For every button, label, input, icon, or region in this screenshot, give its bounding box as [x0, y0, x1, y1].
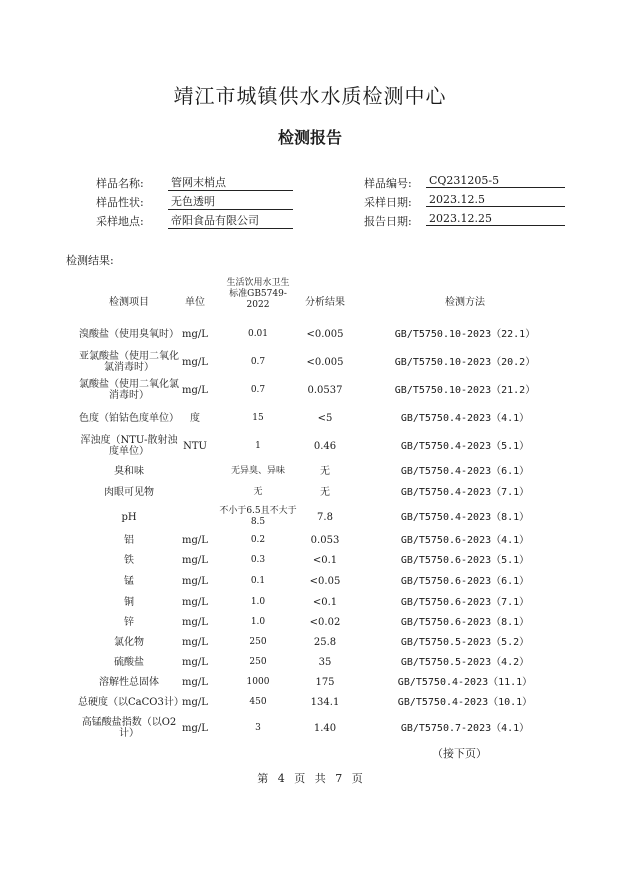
row-standard: 1.0 [250, 596, 266, 607]
header-unit: 单位 [185, 297, 205, 308]
row-standard: 0.01 [247, 328, 269, 339]
header-method: 检测方法 [445, 297, 485, 308]
row-unit: mg/L [182, 636, 208, 648]
table-row [0, 378, 620, 402]
row-method: GB/T5750.4-2023（4.1） [400, 412, 530, 424]
row-result: 0.46 [313, 440, 337, 452]
report-date-value: 2023.12.25 [426, 212, 565, 226]
row-standard: 无 [253, 486, 263, 497]
table-row [0, 322, 620, 346]
row-item: 锰 [124, 575, 134, 587]
header-standard: 生活饮用水卫生标准GB5749-2022 [226, 278, 290, 310]
table-row [0, 614, 620, 630]
row-result: <0.1 [312, 554, 338, 566]
sample-code-field [364, 174, 500, 191]
table-row [0, 634, 620, 650]
row-item: 溴酸盐（使用臭氧时） [79, 328, 179, 340]
sampling-date-value: 2023.12.5 [426, 193, 565, 207]
row-item: 铁 [124, 554, 134, 566]
row-method: GB/T5750.5-2023（5.2） [400, 636, 530, 648]
table-row [0, 716, 620, 740]
row-standard: 250 [249, 656, 267, 667]
table-row [0, 573, 620, 589]
row-standard: 0.3 [250, 554, 266, 565]
row-method: GB/T5750.4-2023（6.1） [400, 465, 530, 477]
row-result: <0.1 [312, 596, 338, 608]
row-method: GB/T5750.6-2023（4.1） [400, 534, 530, 546]
sample-name-field [96, 175, 226, 191]
row-result: 无 [320, 486, 330, 498]
row-unit: mg/L [182, 722, 208, 734]
header-result: 分析结果 [305, 297, 345, 308]
row-standard: 450 [249, 696, 267, 707]
row-result: 35 [318, 656, 332, 668]
row-unit: mg/L [182, 554, 208, 566]
row-unit [175, 484, 215, 500]
table-row [0, 674, 620, 690]
row-result: 1.40 [313, 722, 337, 734]
row-method: GB/T5750.6-2023（6.1） [400, 575, 530, 587]
row-method: GB/T5750.4-2023（11.1） [397, 676, 533, 688]
sample-code-label: 样品编号: [364, 177, 412, 190]
table-row [0, 506, 620, 528]
row-item: 亚氯酸盐（使用二氧化氯消毒时） [79, 351, 179, 373]
row-item: 氯酸盐（使用二氧化氯消毒时） [79, 379, 179, 401]
row-item: 溶解性总固体 [99, 676, 159, 688]
row-method: GB/T5750.10-2023（21.2） [394, 384, 536, 396]
row-method: GB/T5750.4-2023（8.1） [400, 511, 530, 523]
sample-location-label: 采样地点: [96, 215, 144, 228]
table-row [0, 594, 620, 610]
row-method: GB/T5750.6-2023（7.1） [400, 596, 530, 608]
row-unit: mg/L [182, 328, 208, 340]
row-standard: 1.0 [250, 616, 266, 627]
row-result: 7.8 [317, 511, 333, 523]
sampling-date-field [364, 193, 485, 210]
row-item: 浑浊度（NTU-散射浊度单位） [80, 435, 178, 457]
row-result: 0.0537 [307, 384, 343, 396]
report-date-field [364, 212, 492, 229]
page-footer: 第 4 页 共 7 页 [257, 772, 363, 785]
row-item: 锌 [124, 616, 134, 628]
table-row [0, 484, 620, 500]
table-row [0, 552, 620, 568]
row-unit: mg/L [182, 356, 208, 368]
row-item: 总硬度（以CaCO3计） [78, 696, 184, 708]
row-method: GB/T5750.10-2023（20.2） [394, 356, 536, 368]
row-unit [175, 506, 215, 528]
row-unit: mg/L [182, 575, 208, 587]
sample-location-field [96, 213, 259, 229]
row-standard: 不小于6.5且不大于8.5 [219, 506, 297, 527]
row-result: 25.8 [313, 636, 337, 648]
row-item: 硫酸盐 [114, 656, 144, 668]
sampling-date-label: 采样日期: [364, 196, 412, 209]
row-result: <5 [317, 412, 333, 424]
row-standard: 250 [249, 636, 267, 647]
row-item: 色度（铂钴色度单位） [79, 412, 179, 424]
row-result: <0.05 [309, 575, 341, 587]
sample-property-field [96, 194, 215, 210]
row-standard: 0.7 [250, 356, 266, 367]
row-item: 臭和味 [114, 465, 144, 477]
row-unit: mg/L [182, 696, 208, 708]
row-item: 铜 [124, 596, 134, 608]
row-result: <0.005 [306, 356, 344, 368]
table-row [0, 654, 620, 670]
row-method: GB/T5750.4-2023（5.1） [400, 440, 530, 452]
row-result: 175 [315, 676, 335, 688]
row-standard: 1 [255, 440, 261, 451]
row-method: GB/T5750.6-2023（5.1） [400, 554, 530, 566]
table-row [0, 694, 620, 710]
row-result: <0.005 [306, 328, 344, 340]
table-row [0, 532, 620, 548]
row-item: pH [121, 511, 137, 523]
row-item: 氯化物 [114, 636, 144, 648]
row-unit: mg/L [182, 384, 208, 396]
row-unit: NTU [183, 440, 207, 452]
row-item: 铝 [124, 534, 134, 546]
table-row [0, 463, 620, 479]
sample-code-value: CQ231205-5 [426, 174, 565, 188]
row-unit: 度 [190, 412, 200, 424]
row-unit: mg/L [182, 534, 208, 546]
row-standard: 0.7 [250, 384, 266, 395]
sample-property-label: 样品性状: [96, 196, 144, 209]
row-result: 134.1 [310, 696, 340, 708]
row-unit [175, 463, 215, 479]
row-standard: 0.2 [250, 534, 266, 545]
row-method: GB/T5750.7-2023（4.1） [400, 722, 530, 734]
row-method: GB/T5750.5-2023（4.2） [400, 656, 530, 668]
row-standard: 无异臭、异味 [230, 465, 285, 476]
row-standard: 15 [252, 412, 264, 423]
row-method: GB/T5750.4-2023（10.1） [397, 696, 533, 708]
table-row [0, 350, 620, 374]
row-method: GB/T5750.10-2023（22.1） [394, 328, 536, 340]
header-item: 检测项目 [109, 297, 149, 308]
row-method: GB/T5750.4-2023（7.1） [400, 486, 530, 498]
page-title: 靖江市城镇供水水质检测中心 [173, 84, 447, 108]
continued-note: （接下页） [432, 747, 487, 760]
results-label: 检测结果: [66, 254, 114, 267]
row-standard: 3 [255, 722, 261, 733]
row-item: 肉眼可见物 [104, 486, 154, 498]
row-unit: mg/L [182, 596, 208, 608]
sample-property-value: 无色透明 [168, 193, 293, 210]
row-item: 高锰酸盐指数（以O2计） [81, 717, 177, 739]
row-unit: mg/L [182, 676, 208, 688]
row-method: GB/T5750.6-2023（8.1） [400, 616, 530, 628]
table-row [0, 406, 620, 430]
row-standard: 0.1 [250, 575, 266, 586]
row-standard: 1000 [246, 676, 270, 687]
row-unit: mg/L [182, 656, 208, 668]
sample-name-value: 管网末梢点 [168, 174, 293, 191]
row-result: 0.053 [310, 534, 340, 546]
row-unit: mg/L [182, 616, 208, 628]
row-result: <0.02 [309, 616, 341, 628]
sample-name-label: 样品名称: [96, 177, 144, 190]
table-row [0, 434, 620, 458]
report-date-label: 报告日期: [364, 215, 412, 228]
sample-location-value: 帝阳食品有限公司 [168, 212, 293, 229]
row-result: 无 [320, 465, 330, 477]
report-subtitle: 检测报告 [277, 128, 342, 147]
